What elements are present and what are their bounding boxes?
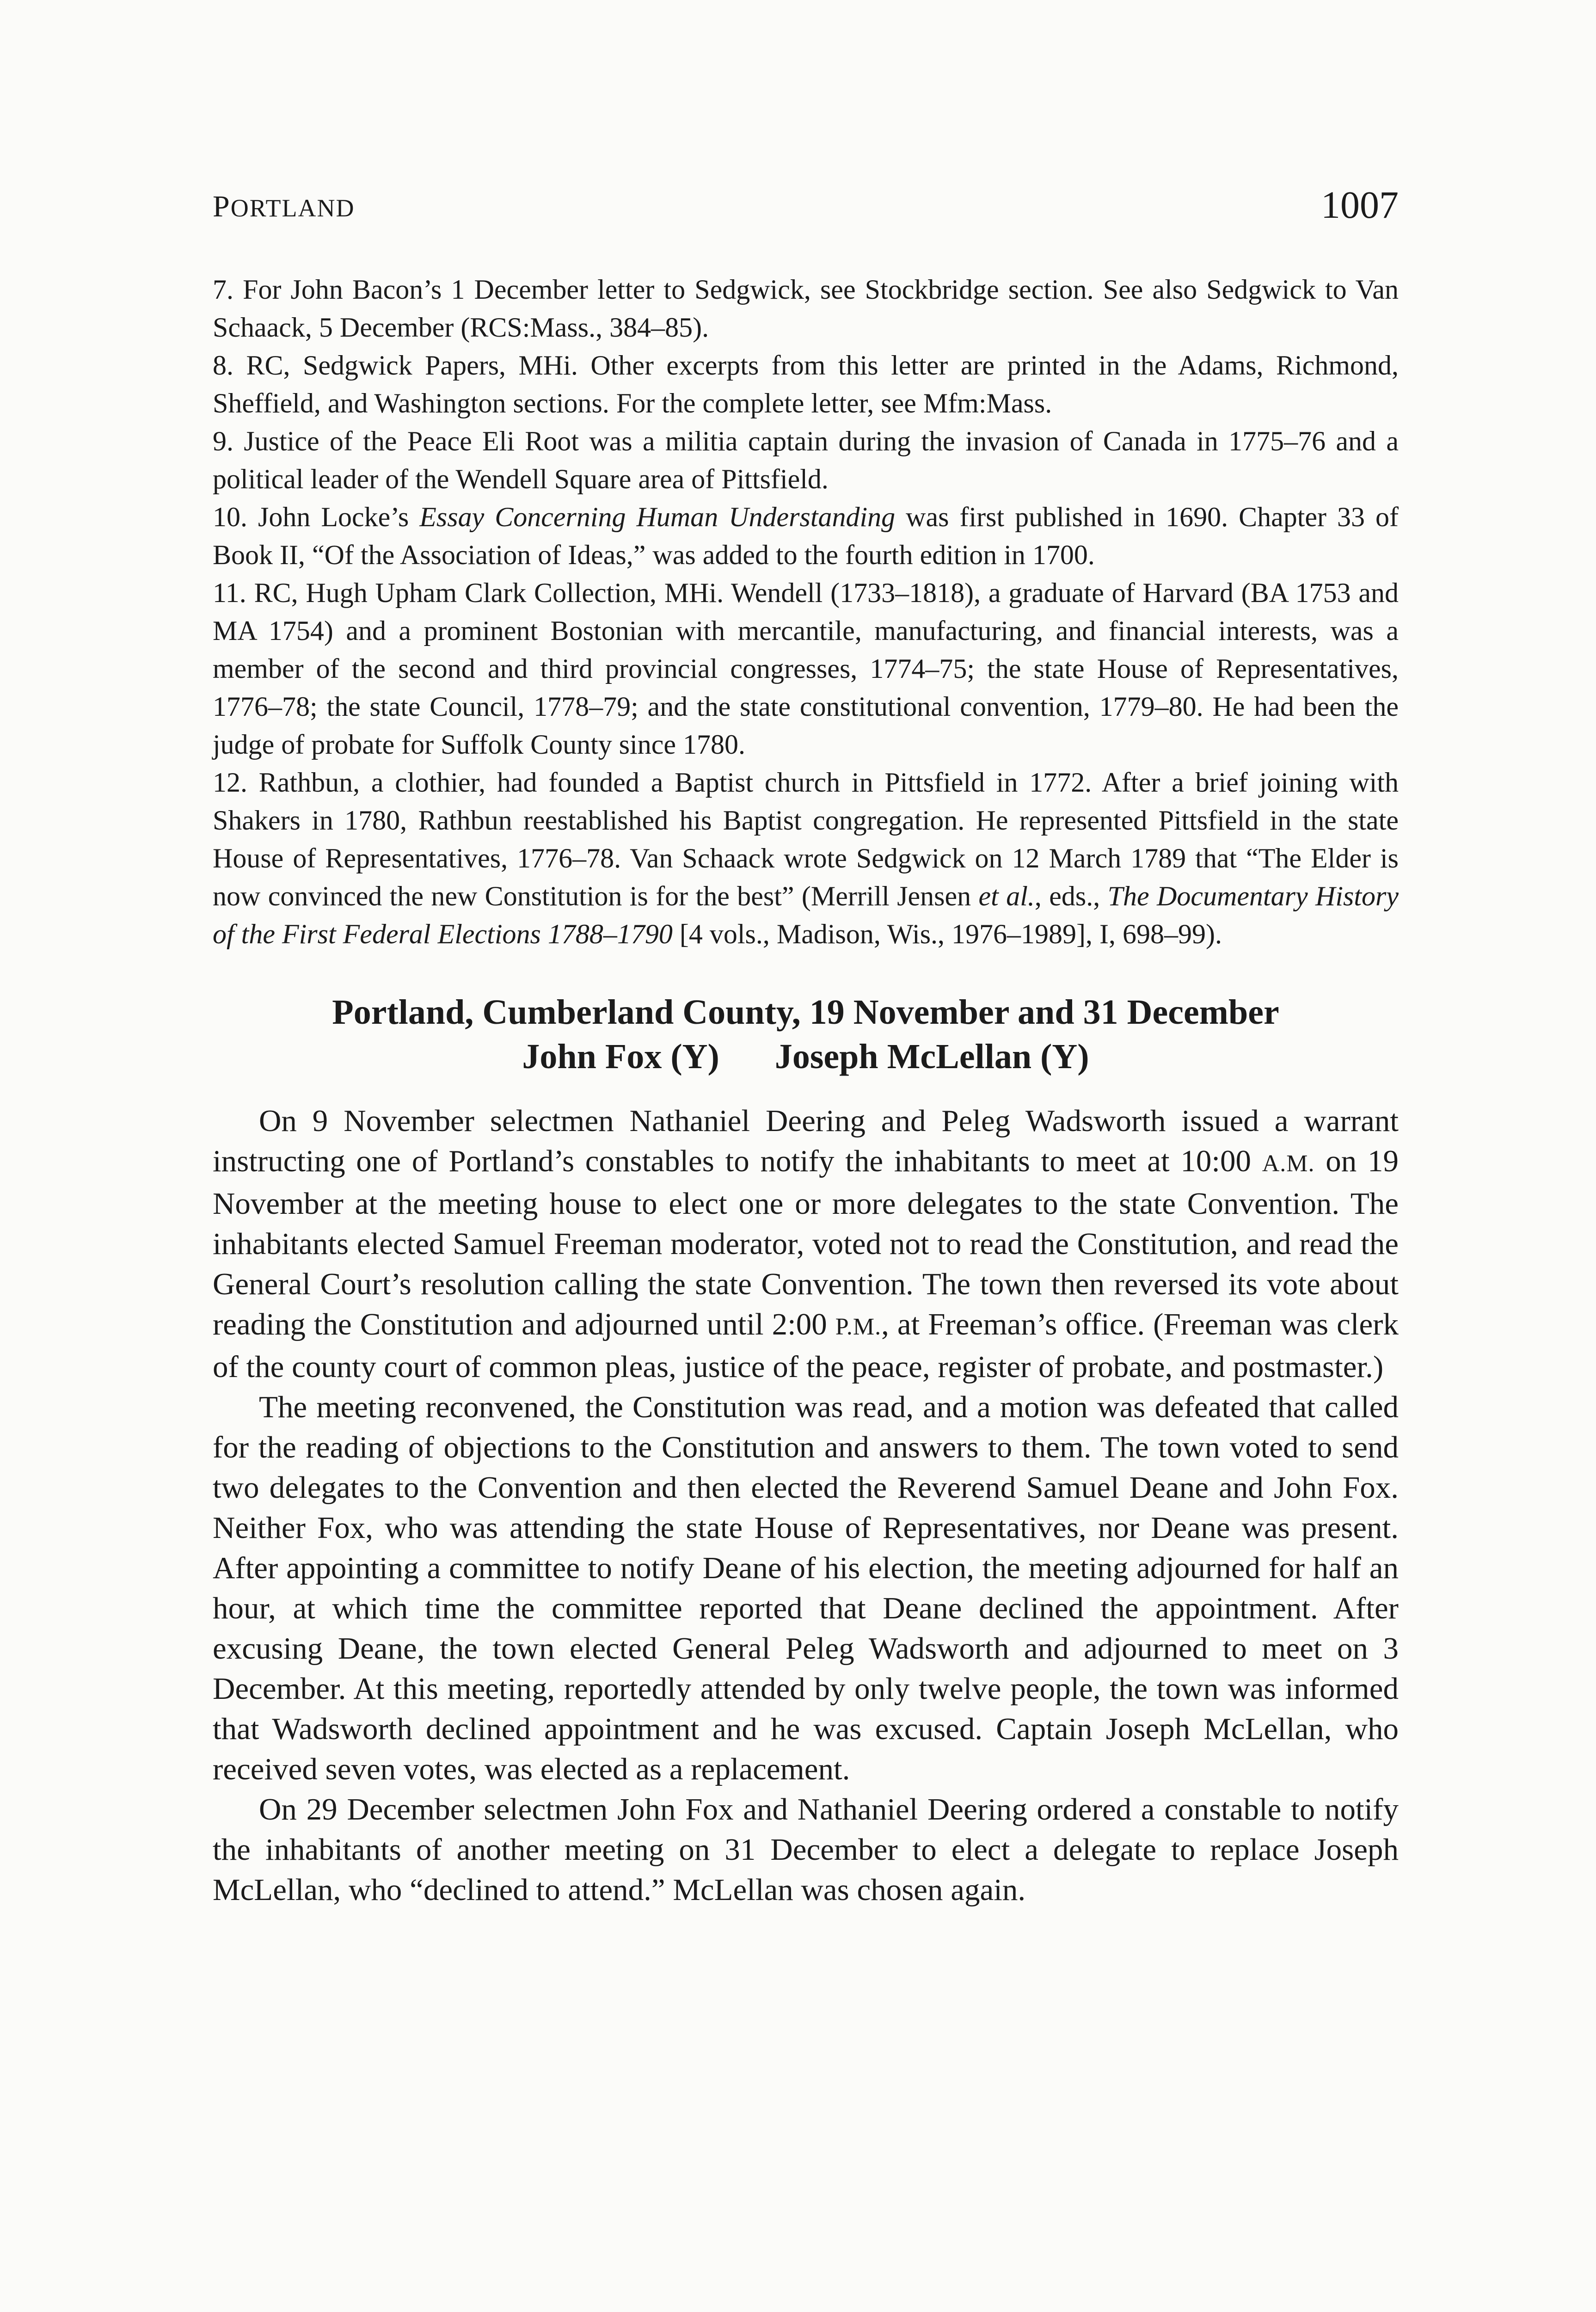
p1-text-a: On 9 November selectmen Nathaniel Deering and Peleg Wadsworth issued a warrant instructing one of Portland’s constables to notify the inhabitants to meet at 10:00 (213, 1104, 1399, 1178)
note-10-text-a: 10. John Locke’s (213, 502, 420, 532)
page (213, 183, 1399, 1910)
note-10 (213, 498, 1399, 574)
note-8 (213, 346, 1399, 422)
note-10-text-b: was first published in 1690. Chapter 33 of Book II, “Of the Association of Ideas,” was added to the fourth edition in 1700. (213, 502, 1399, 570)
body-paragraph-1 (213, 1101, 1399, 1387)
running-head-title-rest: ORTLAND (230, 194, 355, 222)
note-12-text-a: 12. Rathbun, a clothier, had founded a Baptist church in Pittsfield in 1772. After a brief joining with Shakers in 1780, Rathbun reestablished his Baptist congregation. He represented Pittsfield in the state House of Representatives, 1776–78. Van Schaack wrote Sedgwick on 12 March 1789 that “The Elder is now convinced the new Constitution is for the best” (Merrill Jensen (213, 767, 1399, 911)
delegate-joseph-mclellan: Joseph McLellan (Y) (774, 1037, 1089, 1076)
note-9 (213, 422, 1399, 498)
section-body (213, 1101, 1399, 1910)
p1-pm: P.M. (835, 1314, 882, 1340)
note-10-book-title: Essay Concerning Human Understanding (419, 502, 896, 532)
page-number: 1007 (1321, 184, 1399, 227)
running-head-title-initial: P (213, 190, 231, 223)
note-11 (213, 574, 1399, 763)
note-12-text-c: [4 vols., Madison, Wis., 1976–1989], I, 698–99). (672, 919, 1222, 949)
note-12-text-b: , eds., (1034, 881, 1108, 911)
p1-am: A.M. (1262, 1150, 1315, 1177)
p1-text-b: on 19 November at the meeting house to elect one or more delegates to the state Convention. The inhabitants elected Samuel Freeman moderator, voted not to read the Constitution, and read the General Court’s resolution calling the state Convention. The town then reversed its vote about reading the Constitution and adjourned until 2:00 (213, 1144, 1399, 1341)
note-12-et-al: et al. (978, 881, 1035, 911)
note-7-text: 7. For John Bacon’s 1 December letter to Sedgwick, see Stockbridge section. See also Sedgwick to Van Schaack, 5 December (RCS:Mass., 384–85). (213, 274, 1399, 343)
running-head-title (213, 189, 355, 224)
p1-text-c: , at Freeman’s office. (Freeman was clerk of the county court of common pleas, justice of the peace, register of probate, and postmaster.) (213, 1307, 1399, 1384)
body-paragraph-3: On 29 December selectmen John Fox and Nathaniel Deering ordered a constable to notify the inhabitants of another meeting on 31 December to elect a delegate to replace Joseph McLellan, who “declined to attend.” McLellan was chosen again. (213, 1792, 1399, 1907)
note-7 (213, 271, 1399, 346)
section-heading: Portland, Cumberland County, 19 November and 31 December (332, 993, 1279, 1032)
note-8-text: 8. RC, Sedgwick Papers, MHi. Other excerpts from this letter are printed in the Adams, Richmond, Sheffield, and Washington sections. For the complete letter, see Mfm:Mass. (213, 350, 1399, 418)
note-12 (213, 763, 1399, 953)
note-11-text: 11. RC, Hugh Upham Clark Collection, MHi. Wendell (1733–1818), a graduate of Harvard (BA 1753 and MA 1754) and a prominent Bostonian with mercantile, manufacturing, and financial interests, was a member of the second and third provincial congresses, 1774–75; the state House of Representatives, 1776–78; the state Council, 1778–79; and the state constitutional convention, 1779–80. He had been the judge of probate for Suffolk County since 1780. (213, 578, 1399, 760)
delegate-john-fox: John Fox (Y) (522, 1037, 719, 1076)
running-head (213, 183, 1399, 234)
footnotes (213, 271, 1399, 953)
note-12-book-title: The Documentary History of the First Federal Elections 1788–1790 (213, 881, 1399, 949)
body-paragraph-2: The meeting reconvened, the Constitution was read, and a motion was defeated that called for the reading of objections to the Constitution and answers to them. The town voted to send two delegates to the Convention and then elected the Reverend Samuel Deane and John Fox. Neither Fox, who was attending the state House of Representatives, nor Deane was present. After appointing a committee to notify Deane of his election, the meeting adjourned for half an hour, at which time the committee reported that Deane declined the appointment. After excusing Deane, the town elected General Peleg Wadsworth and adjourned to meet on 3 December. At this meeting, reportedly attended by only twelve people, the town was informed that Wadsworth declined appointment and he was excused. Captain Joseph McLellan, who received seven votes, was elected as a replacement. (213, 1390, 1399, 1786)
note-9-text: 9. Justice of the Peace Eli Root was a militia captain during the invasion of Canada in 1775–76 and a political leader of the Wendell Square area of Pittsfield. (213, 426, 1399, 494)
delegates-line (213, 1034, 1399, 1079)
